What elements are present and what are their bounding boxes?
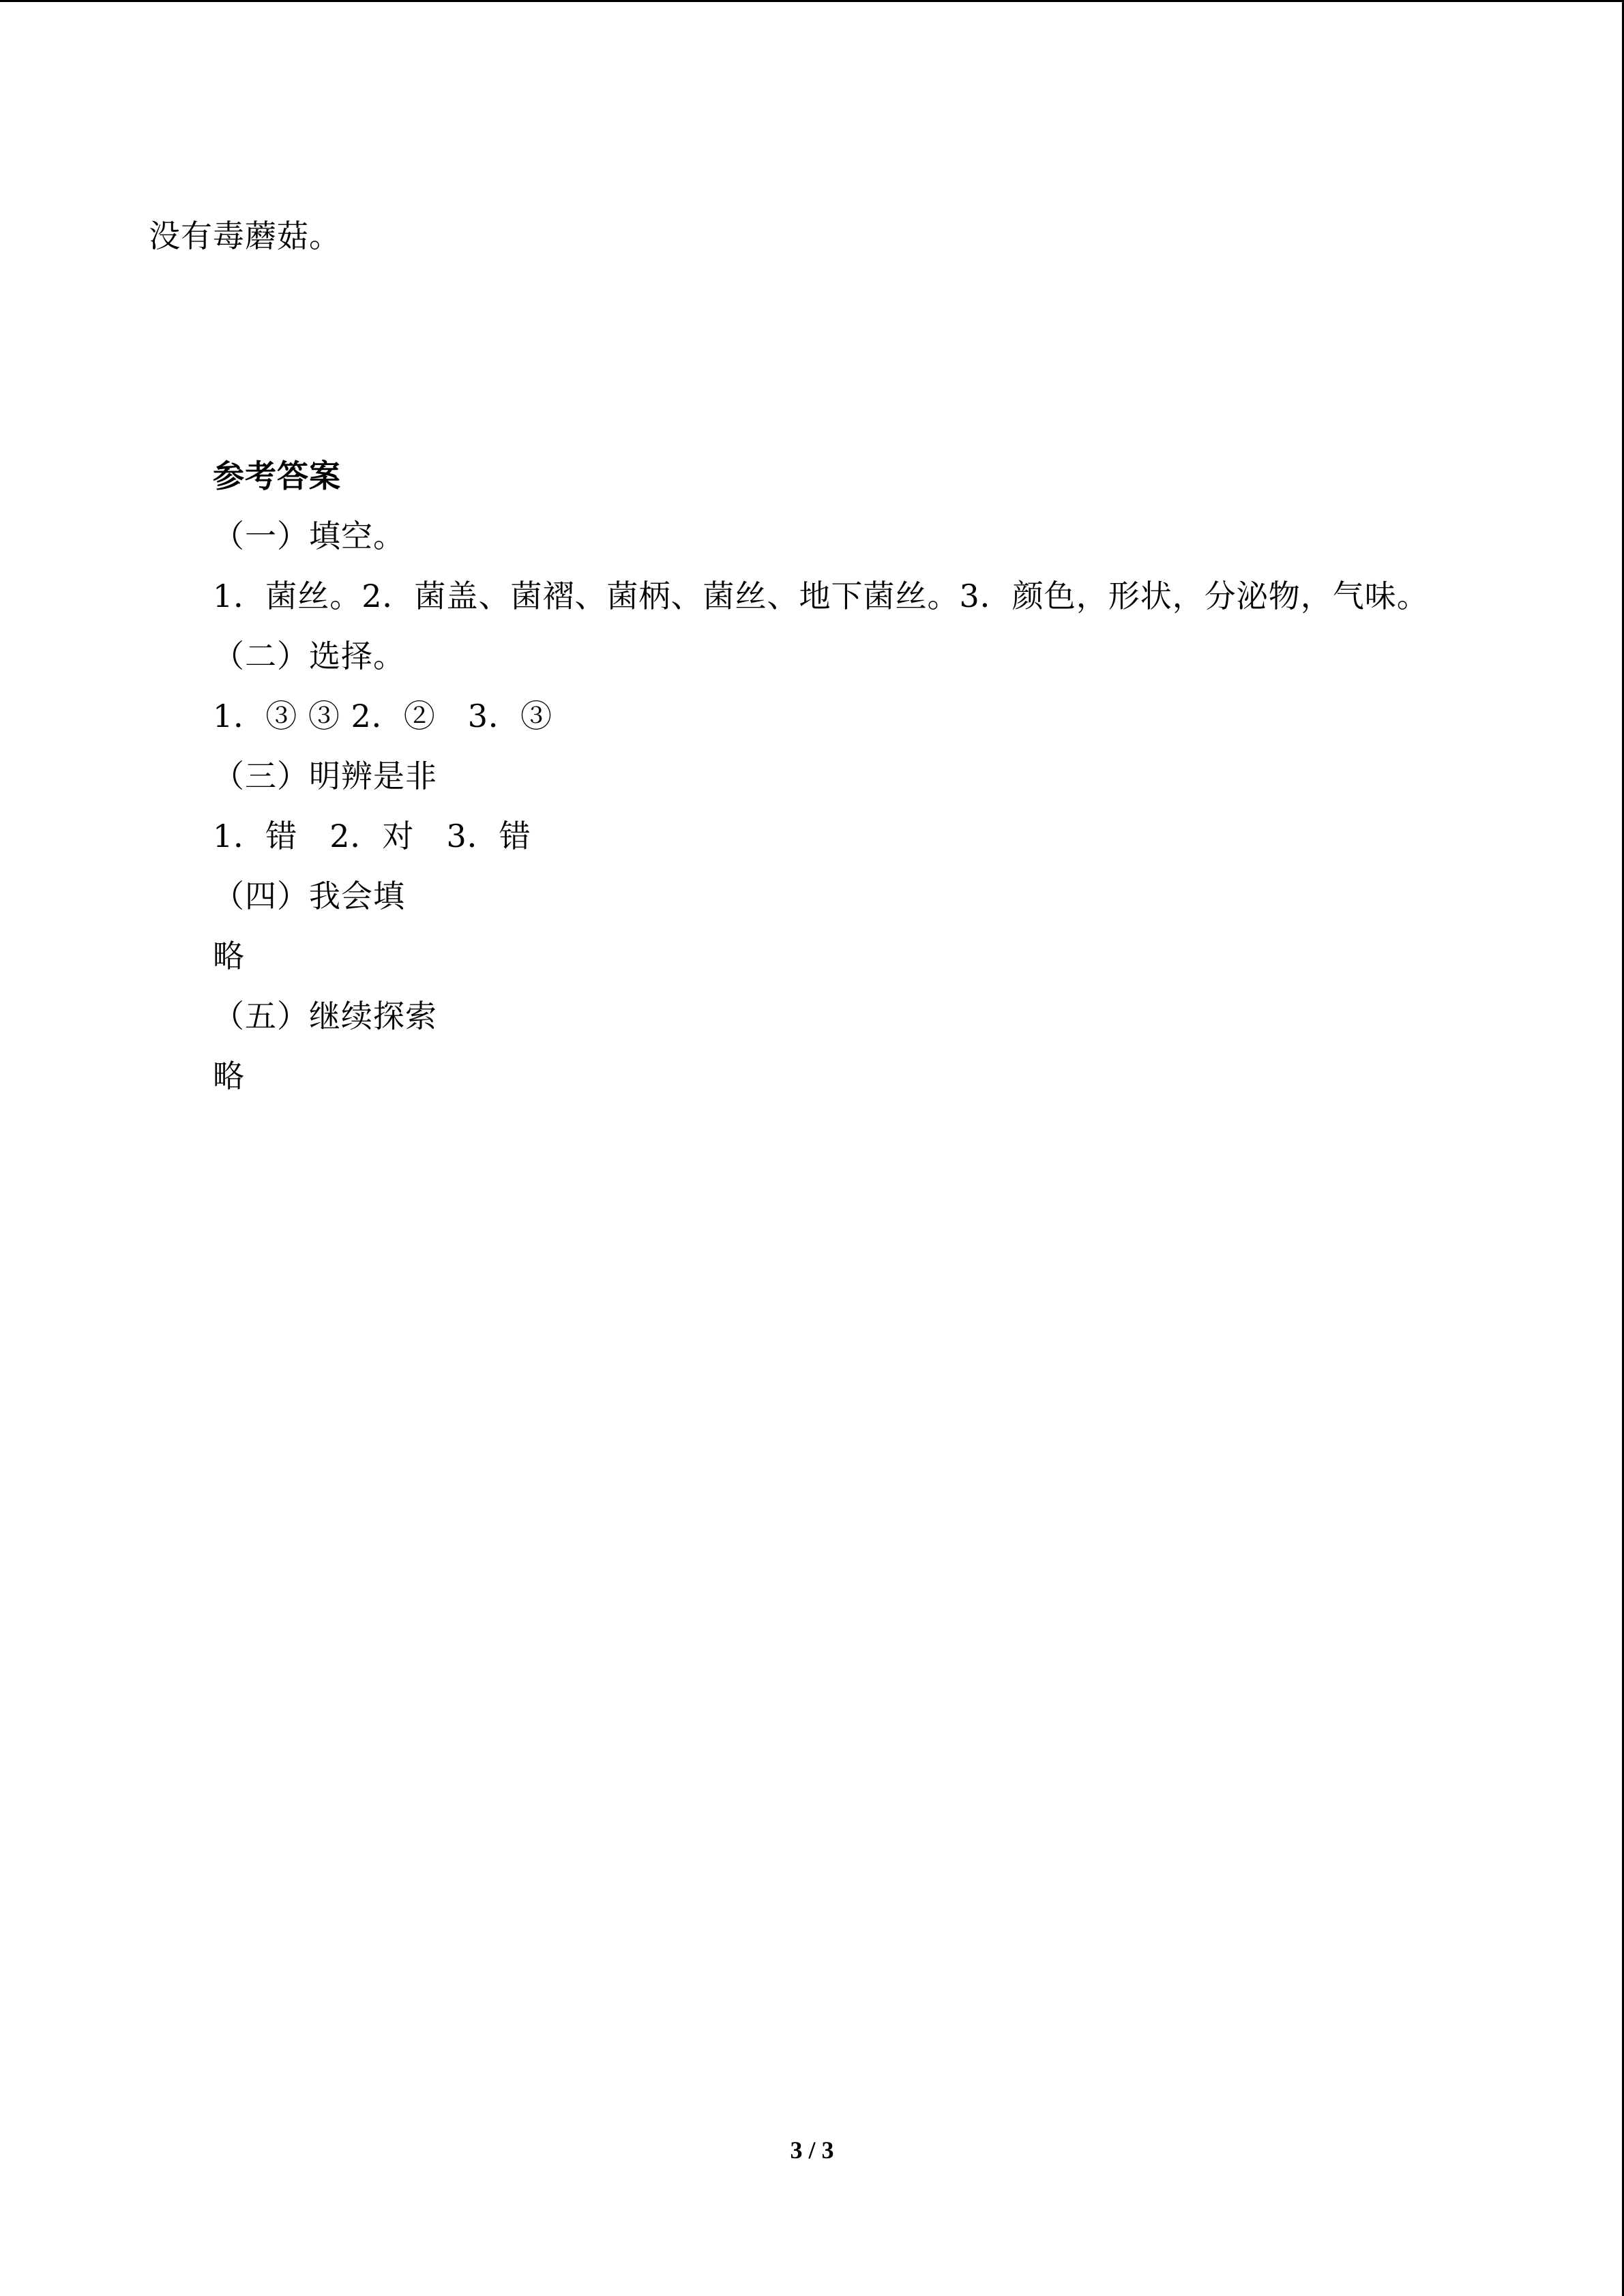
answer-section	[213, 456, 1429, 1116]
answer-line-choice: 1．③ ③ 2．② 3．③	[213, 698, 553, 734]
answer-line-fill-in: 1．菌丝。2．菌盖、菌褶、菌柄、菌丝、地下菌丝。3．颜色，形状，分泌物，气味。	[213, 578, 1429, 614]
answer-line-explore: 略	[213, 1058, 245, 1094]
answer-line-true-false: 1．错 2．对 3．错	[213, 818, 531, 854]
section-heading-explore: （五）继续探索	[213, 998, 437, 1034]
answer-line-fill: 略	[213, 938, 245, 974]
page-number: 3 / 3	[790, 2136, 834, 2164]
section-heading-true-false: （三）明辨是非	[213, 758, 437, 794]
section-heading-fill: （四）我会填	[213, 878, 405, 914]
continuation-text: 没有毒蘑菇。	[149, 218, 341, 254]
answer-title: 参考答案	[213, 458, 341, 494]
section-heading-fill-in: （一）填空。	[213, 518, 405, 554]
section-heading-choice: （二）选择。	[213, 638, 405, 674]
top-border	[0, 0, 1624, 2]
